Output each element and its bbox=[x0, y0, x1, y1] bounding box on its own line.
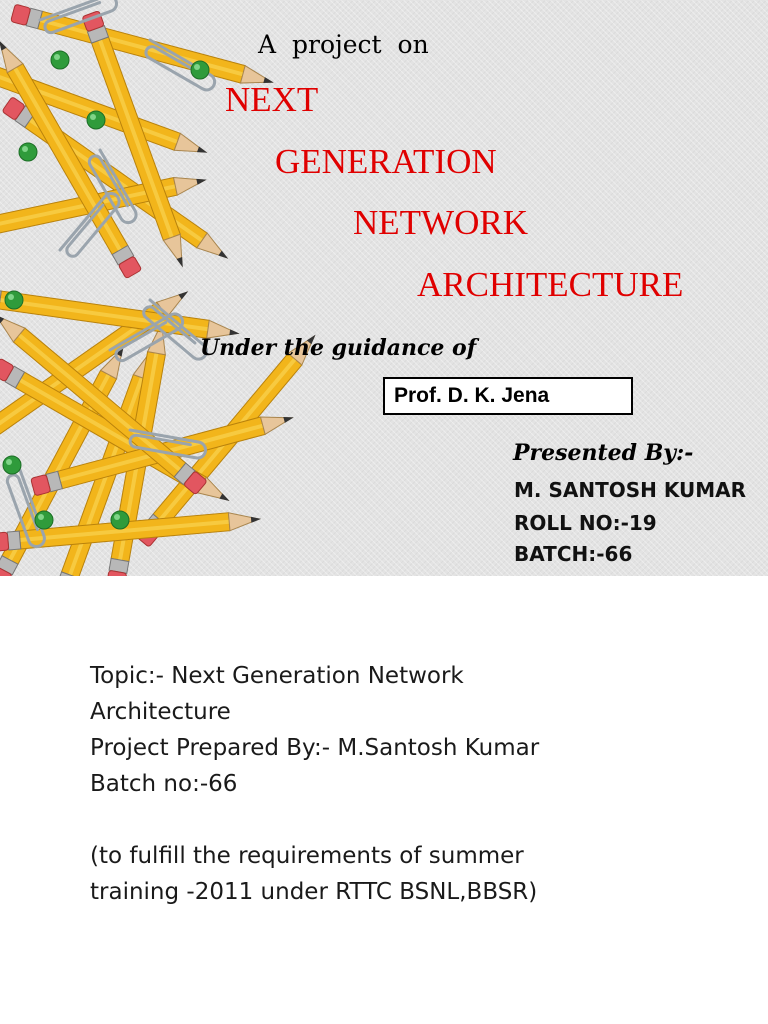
notes-line: training -2011 under RTTC BSNL,BBSR) bbox=[90, 879, 538, 905]
presenter-name: M. SANTOSH KUMAR bbox=[514, 478, 747, 502]
notes-line: Batch no:-66 bbox=[90, 771, 238, 797]
notes-line: Project Prepared By:- M.Santosh Kumar bbox=[90, 735, 540, 761]
presenter-roll: ROLL NO:-19 bbox=[514, 511, 657, 535]
title-line-3: NETWORK bbox=[353, 203, 528, 242]
guidance-label: Under the guidance of bbox=[200, 335, 477, 361]
notes-blank-line bbox=[90, 802, 730, 838]
presenter-batch: BATCH:-66 bbox=[514, 542, 633, 566]
guide-name-box bbox=[383, 377, 633, 415]
project-intro: A project on bbox=[258, 30, 429, 59]
title-line-4: ARCHITECTURE bbox=[417, 265, 684, 304]
guide-name: Prof. D. K. Jena bbox=[394, 384, 550, 407]
title-line-1: NEXT bbox=[225, 80, 319, 119]
presented-by-label: Presented By:- bbox=[513, 440, 694, 466]
notes-line: Topic:- Next Generation Network bbox=[90, 663, 464, 689]
title-line-2: GENERATION bbox=[275, 142, 497, 181]
notes-line: Architecture bbox=[90, 699, 231, 725]
notes-line: (to fulfill the requirements of summer bbox=[90, 843, 524, 869]
slide-notes bbox=[90, 658, 730, 910]
